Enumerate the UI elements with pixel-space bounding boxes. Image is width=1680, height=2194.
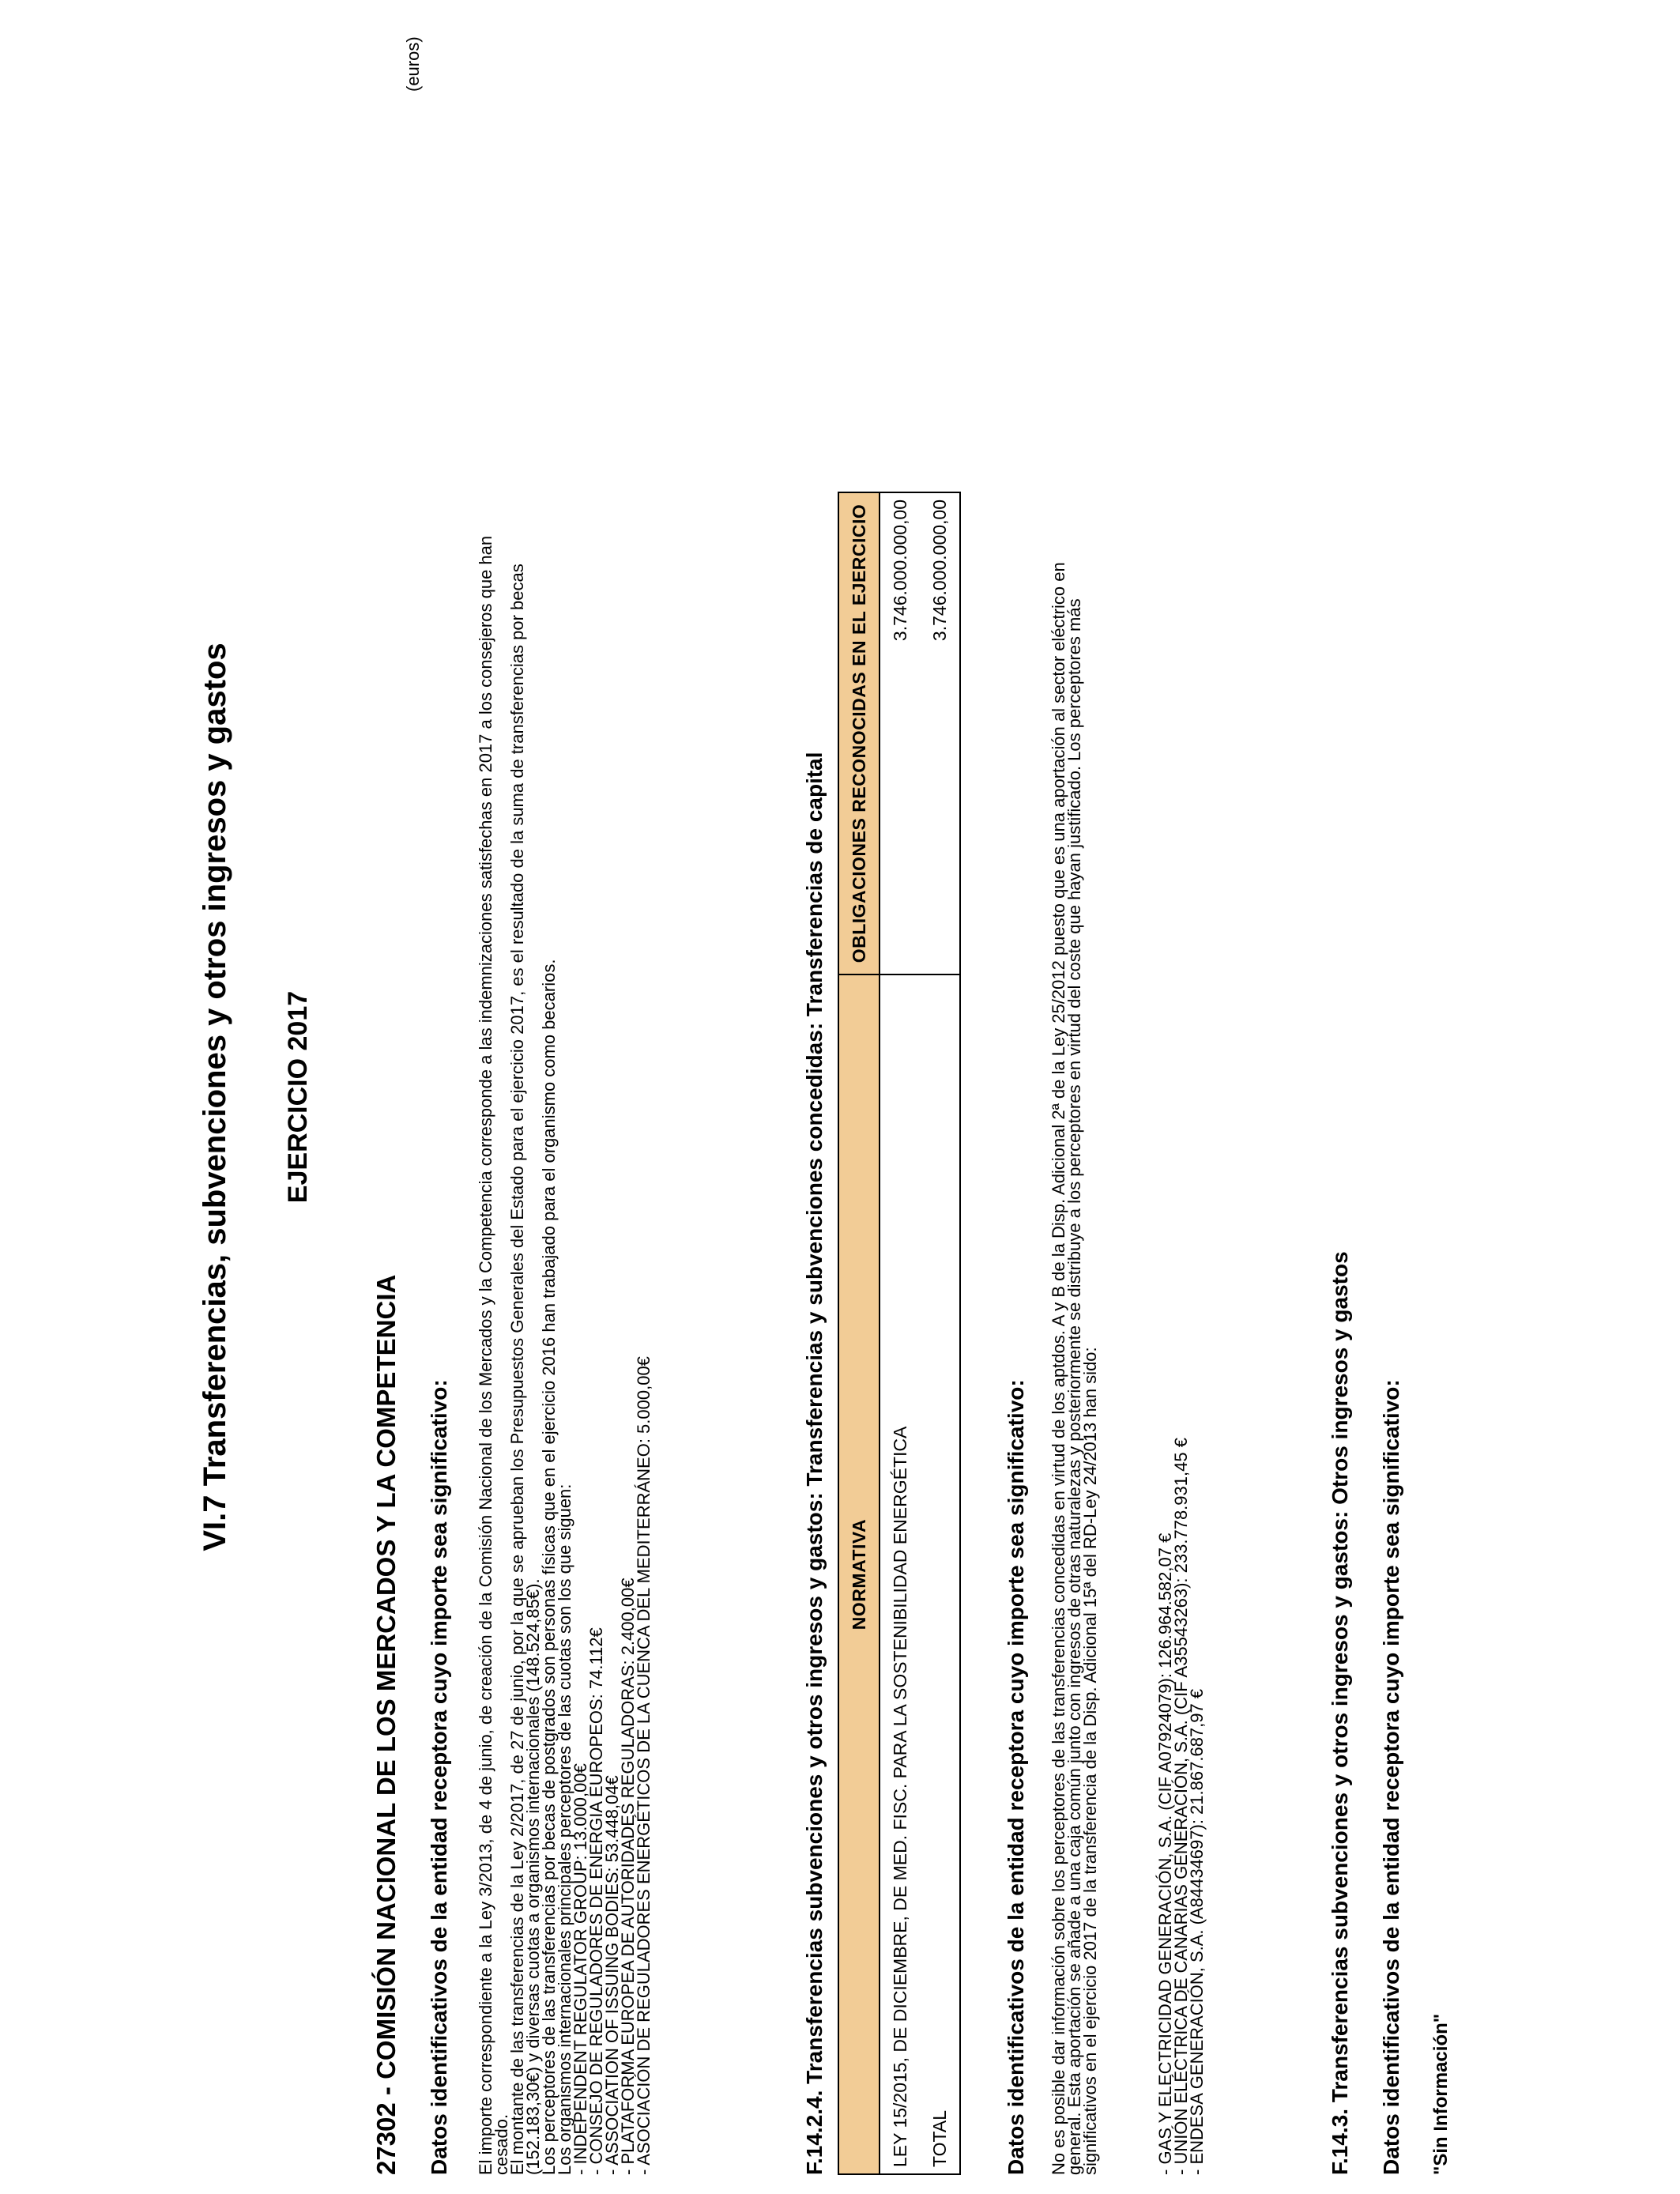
text-line: No es posible dar información sobre los perceptores de las transferencias concedidas en virtud de los aptdos. A y B de la Disp. Adicional 2ª de la Ley 25/2012 puesto que es una aportación al sector eléctrico en [1049,562,1068,2175]
table-row-total [920,492,960,2174]
text-line: El importe correspondiente a la Ley 3/2013, de 4 de junio, de creación de la Comisión Nacional de los Mercados y la Competencia corresponde a las indemnizaciones satisfechas en 2017 a los consejeros que han [476,535,495,2175]
section1-heading: Datos identificativos de la entidad receptora cuyo importe sea significativo: [427,1379,451,2175]
text-line: Los perceptores de las transferencias por becas de postgrados son personas físicas que en el ejercicio 2016 han trabajado para el organismo como becarios. [539,959,559,2175]
text-line: El montante de las transferencias de la Ley 2/2017, de 27 de junio, por la que se aprueban los Presupuestos Generales del Estado para el ejercicio 2017, es el resultado de la suma de transferencias por becas [507,564,527,2175]
list-item: - ENDESA GENERACIÓN, S.A. (A84434697): 21.867.687,97 € [1187,1688,1207,2175]
list-item: - PLATAFORMA EUROPEA DE AUTORIDADES REGULADORAS: 2.400,00€ [618,1578,638,2175]
cell-amount: 3.746.000.000,00 [880,492,920,974]
list-item: - UNIÓN ELÉCTRICA DE CANARIAS GENERACIÓN, S.A. (CIF A35543263): 233.778.931,45 € [1171,1438,1191,2175]
text-line: general. Esta aportación se añade a una caja común junto con ingresos de otras naturalezas y posteriormente se distribuye a los perceptores en virtud del coste que hayan justificado. Los perceptores más [1064,598,1084,2175]
section4-heading: F.14.3. Transferencias subvenciones y otros ingresos y gastos: Otros ingresos y gastos [1328,1251,1352,2175]
section4-subheading: Datos identificativos de la entidad receptora cuyo importe sea significativo: [1379,1379,1403,2175]
list-item: - GAS Y ELECTRICIDAD GENERACIÓN, S.A. (CIF A07924079): 126.964.582,07 € [1155,1532,1175,2175]
table-header-row [838,492,880,2174]
entity-heading: 27302 - COMISIÓN NACIONAL DE LOS MERCADOS Y LA COMPETENCIA [371,1274,401,2175]
list-item: - ASSOCIATION OF ISSUING BODIES: 53.448,04€ [602,1775,622,2175]
section3-text [1051,562,1098,2175]
text-line: Los organismos internacionales principales perceptores de las cuotas son los que siguen: [555,1483,574,2175]
text-line: (152.183,30€) y diversas cuotas a organismos internacionales (148.524,85€). [523,1578,543,2175]
section2-heading: F.14.2.4. Transferencias subvenciones y otros ingresos y gastos: Transferencias y subvenciones concedidas: Transferencias de capital [802,752,827,2175]
obligations-table [838,492,961,2175]
header-normativa: NORMATIVA [838,974,880,2174]
text-line: cesado. [492,2113,511,2175]
no-info-note: "Sin Información" [1430,2013,1452,2175]
text-line: significativos en el ejercicio 2017 de la transferencia de la Disp. Adicional 15ª del RD-Ley 24/2013 han sido: [1080,1347,1100,2175]
section3-list [1155,1438,1207,2175]
table-row [880,492,920,2174]
units-label: (euros) [403,36,423,92]
list-item: - CONSEJO DE REGULADORES DE ENERGIA EUROPEOS: 74.112€ [586,1627,606,2175]
exercise-label: EJERCICIO 2017 [283,990,313,1204]
cell-normativa: LEY 15/2015, DE DICIEMBRE, DE MED. FISC. PARA LA SOSTENIBILIDAD ENERGÉTICA [880,974,920,2174]
list-item: - INDEPENDENT REGULATOR GROUP: 13.000,00€ [571,1763,590,2175]
header-obligaciones: OBLIGACIONES RECONOCIDAS EN EL EJERCICIO [838,492,880,974]
section3-heading: Datos identificativos de la entidad receptora cuyo importe sea significativo: [1004,1379,1028,2175]
section1-text [478,536,652,2175]
list-item: - ASOCIACIÓN DE REGULADORES ENERGÉTICOS DE LA CUENCA DEL MEDITERRÁNEO: 5.000,00€ [634,1356,654,2175]
cell-total-amount: 3.746.000.000,00 [920,492,960,974]
page-title: VI.7 Transferencias, subvenciones y otros ingresos y gastos [198,643,232,1551]
cell-total-label: TOTAL [920,974,960,2174]
